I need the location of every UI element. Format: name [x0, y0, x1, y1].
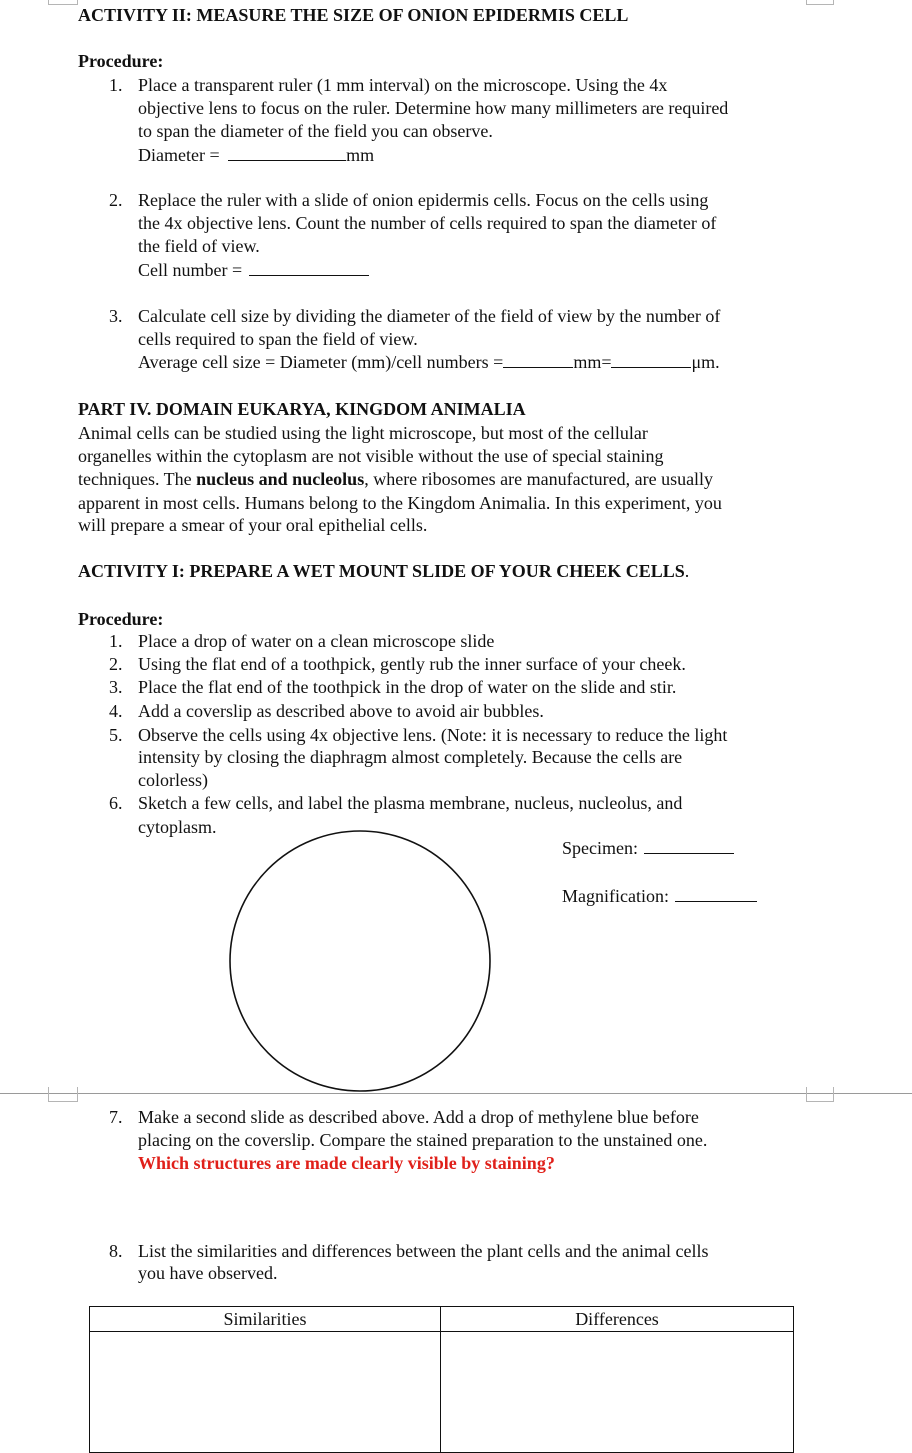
activity1-procedure-label: Procedure:: [78, 609, 164, 629]
step1-line1: Place a transparent ruler (1 mm interval) on the microscope. Using the 4x: [138, 75, 668, 95]
specimen-label: Specimen:: [562, 838, 638, 858]
um-unit: μm.: [691, 352, 720, 372]
act1-step6-line2: cytoplasm.: [138, 817, 217, 837]
part4-paragraph-line3: [78, 468, 713, 490]
act1-step5-line2: intensity by closing the diaphragm almost completely. Because the cells are: [138, 747, 683, 767]
act1-step4-line: Add a coverslip as described above to avoid air bubbles.: [138, 701, 544, 721]
diameter-label: Diameter =: [138, 145, 220, 165]
part4-paragraph-line1: Animal cells can be studied using the light microscope, but most of the cellular: [78, 423, 648, 443]
act1-step2-line: Using the flat end of a toothpick, gently rub the inner surface of your cheek.: [138, 654, 686, 674]
step3-line1: Calculate cell size by dividing the diameter of the field of view by the number of: [138, 306, 721, 326]
mm-blank[interactable]: [503, 351, 573, 368]
similarities-header: Similarities: [90, 1307, 441, 1332]
differences-cell[interactable]: [441, 1332, 794, 1453]
activity1-title-period: .: [684, 561, 690, 581]
magnification-field: [562, 885, 757, 907]
part4-paragraph-line5: will prepare a smear of your oral epithelial cells.: [78, 515, 428, 535]
step2-line1: Replace the ruler with a slide of onion epidermis cells. Focus on the cells using: [138, 190, 709, 210]
cell-number-blank[interactable]: [249, 259, 369, 276]
similarities-cell[interactable]: [90, 1332, 441, 1453]
diameter-unit: mm: [346, 145, 375, 165]
part4-text: , where ribosomes are manufactured, are usually: [364, 469, 714, 489]
diameter-field: [138, 144, 374, 166]
page-corner-mark-bottom-right: [806, 1087, 834, 1102]
table-header-row: [90, 1307, 794, 1332]
act1-step5-line1: Observe the cells using 4x objective lens. (Note: it is necessary to reduce the light: [138, 725, 728, 745]
step1-line3: to span the diameter of the field you can observe.: [138, 121, 493, 141]
step-number: 7.: [109, 1107, 123, 1127]
avg-cell-size-label: Average cell size = Diameter (mm)/cell numbers =: [138, 352, 504, 372]
part4-paragraph-line4: apparent in most cells. Humans belong to the Kingdom Animalia. In this experiment, you: [78, 493, 722, 513]
nucleus-nucleolus-emphasis: nucleus and nucleolus: [196, 469, 365, 489]
step-number: 2.: [109, 654, 123, 674]
part4-paragraph-line2: organelles within the cytoplasm are not visible without the use of special staining: [78, 446, 664, 466]
activity2-procedure-label: Procedure:: [78, 51, 164, 71]
step-number: 6.: [109, 793, 123, 813]
step8-line1: List the similarities and differences between the plant cells and the animal cells: [138, 1241, 709, 1261]
diameter-blank[interactable]: [228, 144, 346, 161]
avg-cell-size-field: [138, 351, 720, 373]
act1-step3-line: Place the flat end of the toothpick in the drop of water on the slide and stir.: [138, 677, 677, 697]
step-number: 5.: [109, 725, 123, 745]
act1-step1-line: Place a drop of water on a clean microscope slide: [138, 631, 495, 651]
step1-line2: objective lens to focus on the ruler. Determine how many millimeters are required: [138, 98, 729, 118]
mm-unit: mm=: [573, 352, 612, 372]
step-number: 3.: [109, 306, 123, 326]
page-corner-mark-top-left: [48, 0, 78, 5]
step2-line2: the 4x objective lens. Count the number of cells required to span the diameter of: [138, 213, 717, 233]
act1-step5-line3: colorless): [138, 770, 208, 790]
comparison-table: [89, 1306, 794, 1453]
step2-line3: the field of view.: [138, 236, 260, 256]
step7-line1: Make a second slide as described above. Add a drop of methylene blue before: [138, 1107, 699, 1127]
activity1-title-text: ACTIVITY I: PREPARE A WET MOUNT SLIDE OF YOUR CHEEK CELLS: [78, 561, 685, 581]
um-blank[interactable]: [611, 351, 691, 368]
step-number: 2.: [109, 190, 123, 210]
table-row: [90, 1332, 794, 1453]
step8-line2: you have observed.: [138, 1263, 278, 1283]
sketch-circle[interactable]: [228, 830, 492, 1094]
magnification-blank[interactable]: [675, 885, 757, 902]
step-number: 4.: [109, 701, 123, 721]
specimen-field: [562, 837, 734, 859]
cell-number-label: Cell number =: [138, 260, 243, 280]
cell-number-field: [138, 259, 369, 281]
step7-line2: placing on the coverslip. Compare the stained preparation to the unstained one.: [138, 1130, 708, 1150]
step-number: 3.: [109, 677, 123, 697]
staining-question: Which structures are made clearly visible by staining?: [138, 1153, 555, 1173]
differences-header: Differences: [441, 1307, 794, 1332]
part4-text: techniques. The: [78, 469, 197, 489]
page-corner-mark-top-right: [806, 0, 834, 5]
act1-step6-line1: Sketch a few cells, and label the plasma membrane, nucleus, nucleolus, and: [138, 793, 683, 813]
specimen-blank[interactable]: [644, 837, 734, 854]
step-number: 1.: [109, 631, 123, 651]
page-corner-mark-bottom-left: [48, 1087, 78, 1102]
part4-title: PART IV. DOMAIN EUKARYA, KINGDOM ANIMALIA: [78, 399, 526, 419]
step-number: 8.: [109, 1241, 123, 1261]
magnification-label: Magnification:: [562, 886, 669, 906]
page-break-divider: [0, 1093, 912, 1094]
activity2-title: ACTIVITY II: MEASURE THE SIZE OF ONION EPIDERMIS CELL: [78, 5, 629, 25]
activity1-title: [78, 560, 689, 582]
step3-line2: cells required to span the field of view.: [138, 329, 418, 349]
step-number: 1.: [109, 75, 123, 95]
